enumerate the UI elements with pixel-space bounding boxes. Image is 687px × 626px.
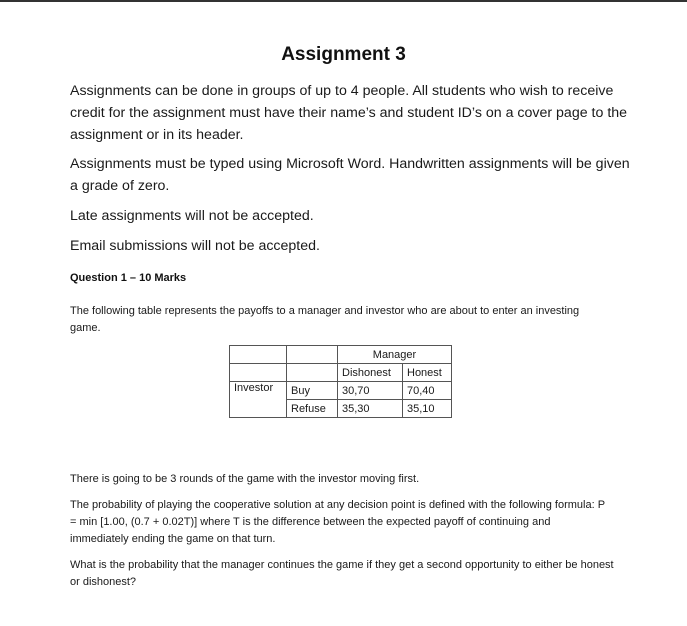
table-row <box>230 382 452 400</box>
payoff-cell: 35,30 <box>338 400 403 418</box>
probability-formula-paragraph: The probability of playing the cooperative solution at any decision point is defined with the following formula: P = min [1.00, (0.7 + 0.02T)] where T is the difference between the expected payoff of continuing and immediately ending the game on that turn. <box>70 499 605 545</box>
question-paragraph: What is the probability that the manager continues the game if they get a second opportunity to either be honest or dishonest? <box>70 559 614 588</box>
intro-paragraph-groups: Assignments can be done in groups of up to 4 people. All students who wish to receive credit for the assignment must have their name’s and student ID’s on a cover page to the assignment or in its header. <box>70 83 628 143</box>
dishonest-header: Dishonest <box>338 364 403 382</box>
intro-paragraph-late: Late assignments will not be accepted. <box>70 208 314 224</box>
payoff-cell: 30,70 <box>338 382 403 400</box>
honest-header: Honest <box>403 364 452 382</box>
investor-label: Investor <box>230 382 287 418</box>
question-heading: Question 1 – 10 Marks <box>70 272 187 284</box>
table-empty-cell <box>230 346 287 364</box>
action-label: Buy <box>287 382 338 400</box>
table-empty-cell <box>230 364 287 382</box>
payoff-table <box>229 345 452 418</box>
payoff-cell: 35,10 <box>403 400 452 418</box>
table-subheader-row <box>230 364 452 382</box>
table-empty-cell <box>287 364 338 382</box>
payoff-cell: 70,40 <box>403 382 452 400</box>
page-title: Assignment 3 <box>281 44 406 65</box>
table-header-row <box>230 346 452 364</box>
top-border-line <box>0 0 687 2</box>
table-empty-cell <box>287 346 338 364</box>
action-label: Refuse <box>287 400 338 418</box>
rounds-paragraph: There is going to be 3 rounds of the game with the investor moving first. <box>70 473 420 485</box>
intro-paragraph-typed: Assignments must be typed using Microsoft Word. Handwritten assignments will be given a grade of zero. <box>70 156 630 194</box>
question-intro: The following table represents the payoffs to a manager and investor who are about to enter an investing game. <box>70 305 580 334</box>
intro-paragraph-email: Email submissions will not be accepted. <box>70 238 320 254</box>
manager-header: Manager <box>338 346 452 364</box>
